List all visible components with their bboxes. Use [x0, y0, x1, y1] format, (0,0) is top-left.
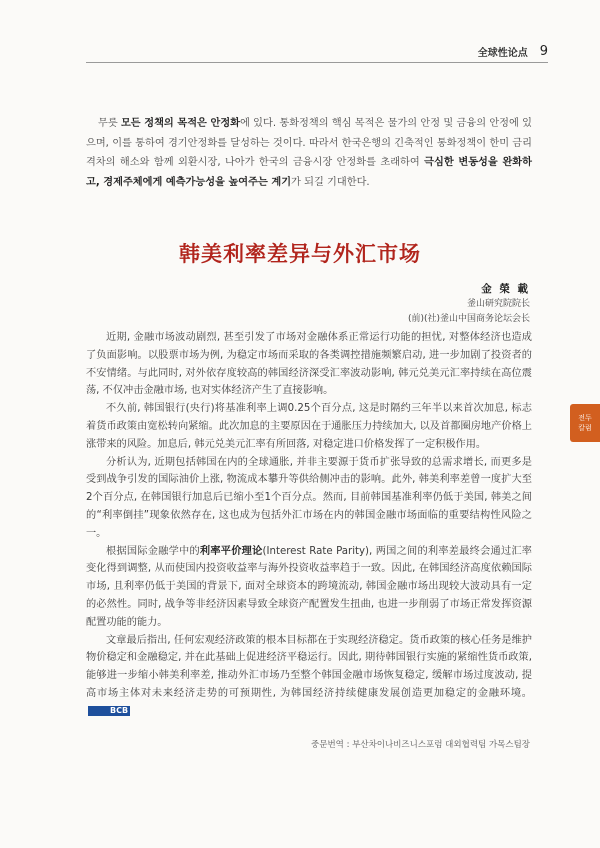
- paragraph: [86, 543, 532, 632]
- korean-text: 에 있다. 통화정책의 핵심 목적은 물가의 안정 및 금융의 안정에 있으며, 이를 통하여 경기안정화를 달성하는 것이다. 따라서 한국은행의 긴축적인 통화정책이 한미 금리격차의 해소와 함께 외환시장, 나아가 한국의 금융시장 안정화를 초래하여: [86, 118, 532, 168]
- korean-emphasis: 극심한 변동성을 완화하고, 경제주체에게 예측가능성을 높여주는 계기: [86, 157, 532, 188]
- korean-text: 무릇: [98, 118, 121, 129]
- paragraph-emphasis: 利率平价理论: [199, 545, 263, 557]
- translation-credit: 중문번역 : 부산차이나비즈니스포럼 대외협력팀 가목스팀장: [311, 740, 530, 750]
- publisher-logo: BCB: [88, 706, 130, 716]
- paragraph-text: (Interest Rate Parity), 两国之间的利率差最终会通过汇率变化得到调整, 从而使国内投资收益率与海外投资收益率趋于一致。因此, 在韩国经济高度依赖国际市场, 且利率仍低于美国的背景下, 面对全球资本的跨境流动, 韩国金融市场出现较大波动具有一定的必然性。同时, 战争等非经济因素导致全球资产配置发生扭曲, 也进一步削弱了市场正常发挥资源配置功能的能力。: [86, 545, 532, 628]
- running-header: [478, 44, 548, 59]
- section-side-tab: [570, 404, 600, 442]
- paragraph-text: 根据国际金融学中的: [106, 545, 200, 557]
- author-name: 金 榮 載: [481, 283, 530, 295]
- paragraph-text: 文章最后指出, 任何宏观经济政策的根本目标都在于实现经济稳定。货币政策的核心任务是维护物价稳定和金融稳定, 并在此基础上促进经济平稳运行。因此, 期待韩国银行实施的紧缩性货币政策, 能够进一步缩小韩美利率差, 推动外汇市场乃至整个韩国金融市场恢复稳定, 缓解市场过度波动, 提高市场主体对未来经济走势的可预期性, 为韩国经济持续健康发展创造更加稳定的金融环境。: [86, 634, 532, 699]
- paragraph: 不久前, 韩国银行(央行)将基准利率上调0.25个百分点, 这是时隔约三年半以来首次加息, 标志着货币政策由宽松转向紧缩。此次加息的主要原因在于通胀压力持续加大, 以及首都圈房地产价格上涨带来的风险。加息后, 韩元兑美元汇率有所回落, 对稳定进口价格发挥了一定积极作用。: [86, 403, 532, 450]
- article-title: 韩美利率差异与外汇市场: [179, 241, 421, 266]
- korean-emphasis: 모든 정책의 목적은 안정화: [120, 118, 241, 129]
- author-title: 釜山研究院院长: [466, 299, 530, 309]
- paragraph: 近期, 金融市场波动剧烈, 甚至引发了市场对金融体系正常运行功能的担忧, 对整体经济也造成了负面影响。以股票市场为例, 为稳定市场而采取的各类调控措施频繁启动, 进一步加剧了投资者的不安情绪。与此同时, 对外依存度较高的韩国经济深受汇率波动影响, 韩元兑美元汇率持续在高位震荡, 不仅冲击金融市场, 也对实体经济产生了直接影响。: [86, 332, 532, 397]
- page-number: 9: [539, 44, 548, 59]
- korean-summary: [86, 114, 532, 192]
- korean-text: 가 되길 기대한다.: [291, 176, 370, 188]
- author-former-title: (前)(社)釜山中国商务论坛会长: [407, 314, 530, 324]
- paragraph: 分析认为, 近期包括韩国在内的全球通胀, 并非主要源于货币扩张导致的总需求增长, 而更多是受到战争引发的国际油价上涨, 物流成本攀升等供给侧冲击的影响。此外, 韩美利率差曾一度扩大至2个百分点, 在韩国银行加息后已缩小至1个百分点。然而, 目前韩国基准利率仍低于美国, 韩美之间的“利率倒挂”现象依然存在, 这也成为包括外汇市场在内的韩国金融市场面临的重要结构性风险之一。: [86, 456, 532, 539]
- author-byline: [408, 282, 530, 327]
- header-divider: [86, 62, 548, 63]
- section-label: 全球性论点: [477, 48, 528, 59]
- paragraph: [86, 632, 532, 721]
- side-tab-label: 전두 칼럼: [578, 414, 592, 432]
- article-body: [86, 329, 532, 721]
